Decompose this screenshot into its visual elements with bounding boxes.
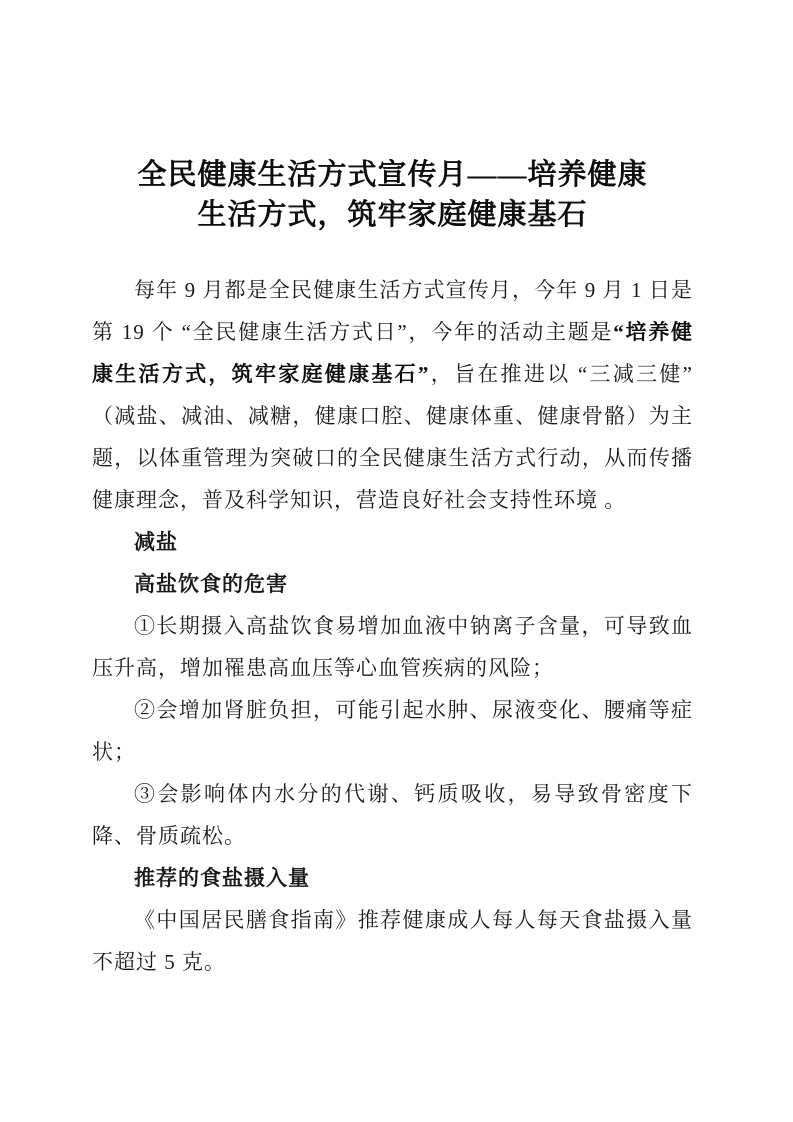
document-body xyxy=(92,269,693,983)
intake-paragraph: 《中国居民膳食指南》推荐健康成人每人每天食盐摄入量不超过 5 克。 xyxy=(92,908,693,974)
intro-paragraph xyxy=(92,269,693,521)
intro-text-tail: ，旨在推进以 “三减三健” （减盐、减油、减糖，健康口腔、健康体重、健康骨骼）为主题，以体重管理为突破口的全民健康生活方式行动，从而传播健康理念，普及科学知识，营造良好社会支持性环境 。 xyxy=(92,362,693,512)
title-line-1: 全民健康生活方式宣传月——培养健康 xyxy=(137,159,648,191)
heading-reduce-salt: 减盐 xyxy=(134,530,178,554)
heading-recommended-salt-intake: 推荐的食盐摄入量 xyxy=(134,866,310,890)
harm-item-2: ②会增加肾脏负担，可能引起水肿、尿液变化、腰痛等症状； xyxy=(92,698,693,764)
intro-bold-theme: “培养健康生活方式，筑牢家庭健康基石” xyxy=(92,320,694,386)
title-line-2: 生活方式，筑牢家庭健康基石 xyxy=(197,199,588,231)
document-content xyxy=(92,0,693,983)
document-title xyxy=(92,155,693,235)
harm-item-1: ①长期摄入高盐饮食易增加血液中钠离子含量，可导致血压升高，增加罹患高血压等心血管疾病的风险； xyxy=(92,614,693,680)
harm-item-3: ③会影响体内水分的代谢、钙质吸收，易导致骨密度下降、骨质疏松。 xyxy=(92,782,693,848)
intro-text-lead: 每年 9 月都是全民健康生活方式宣传月，今年 9 月 1 日是第 19 个 “全民健康生活方式日”，今年的活动主题是 xyxy=(92,278,693,344)
heading-high-salt-harm: 高盐饮食的危害 xyxy=(134,572,288,596)
